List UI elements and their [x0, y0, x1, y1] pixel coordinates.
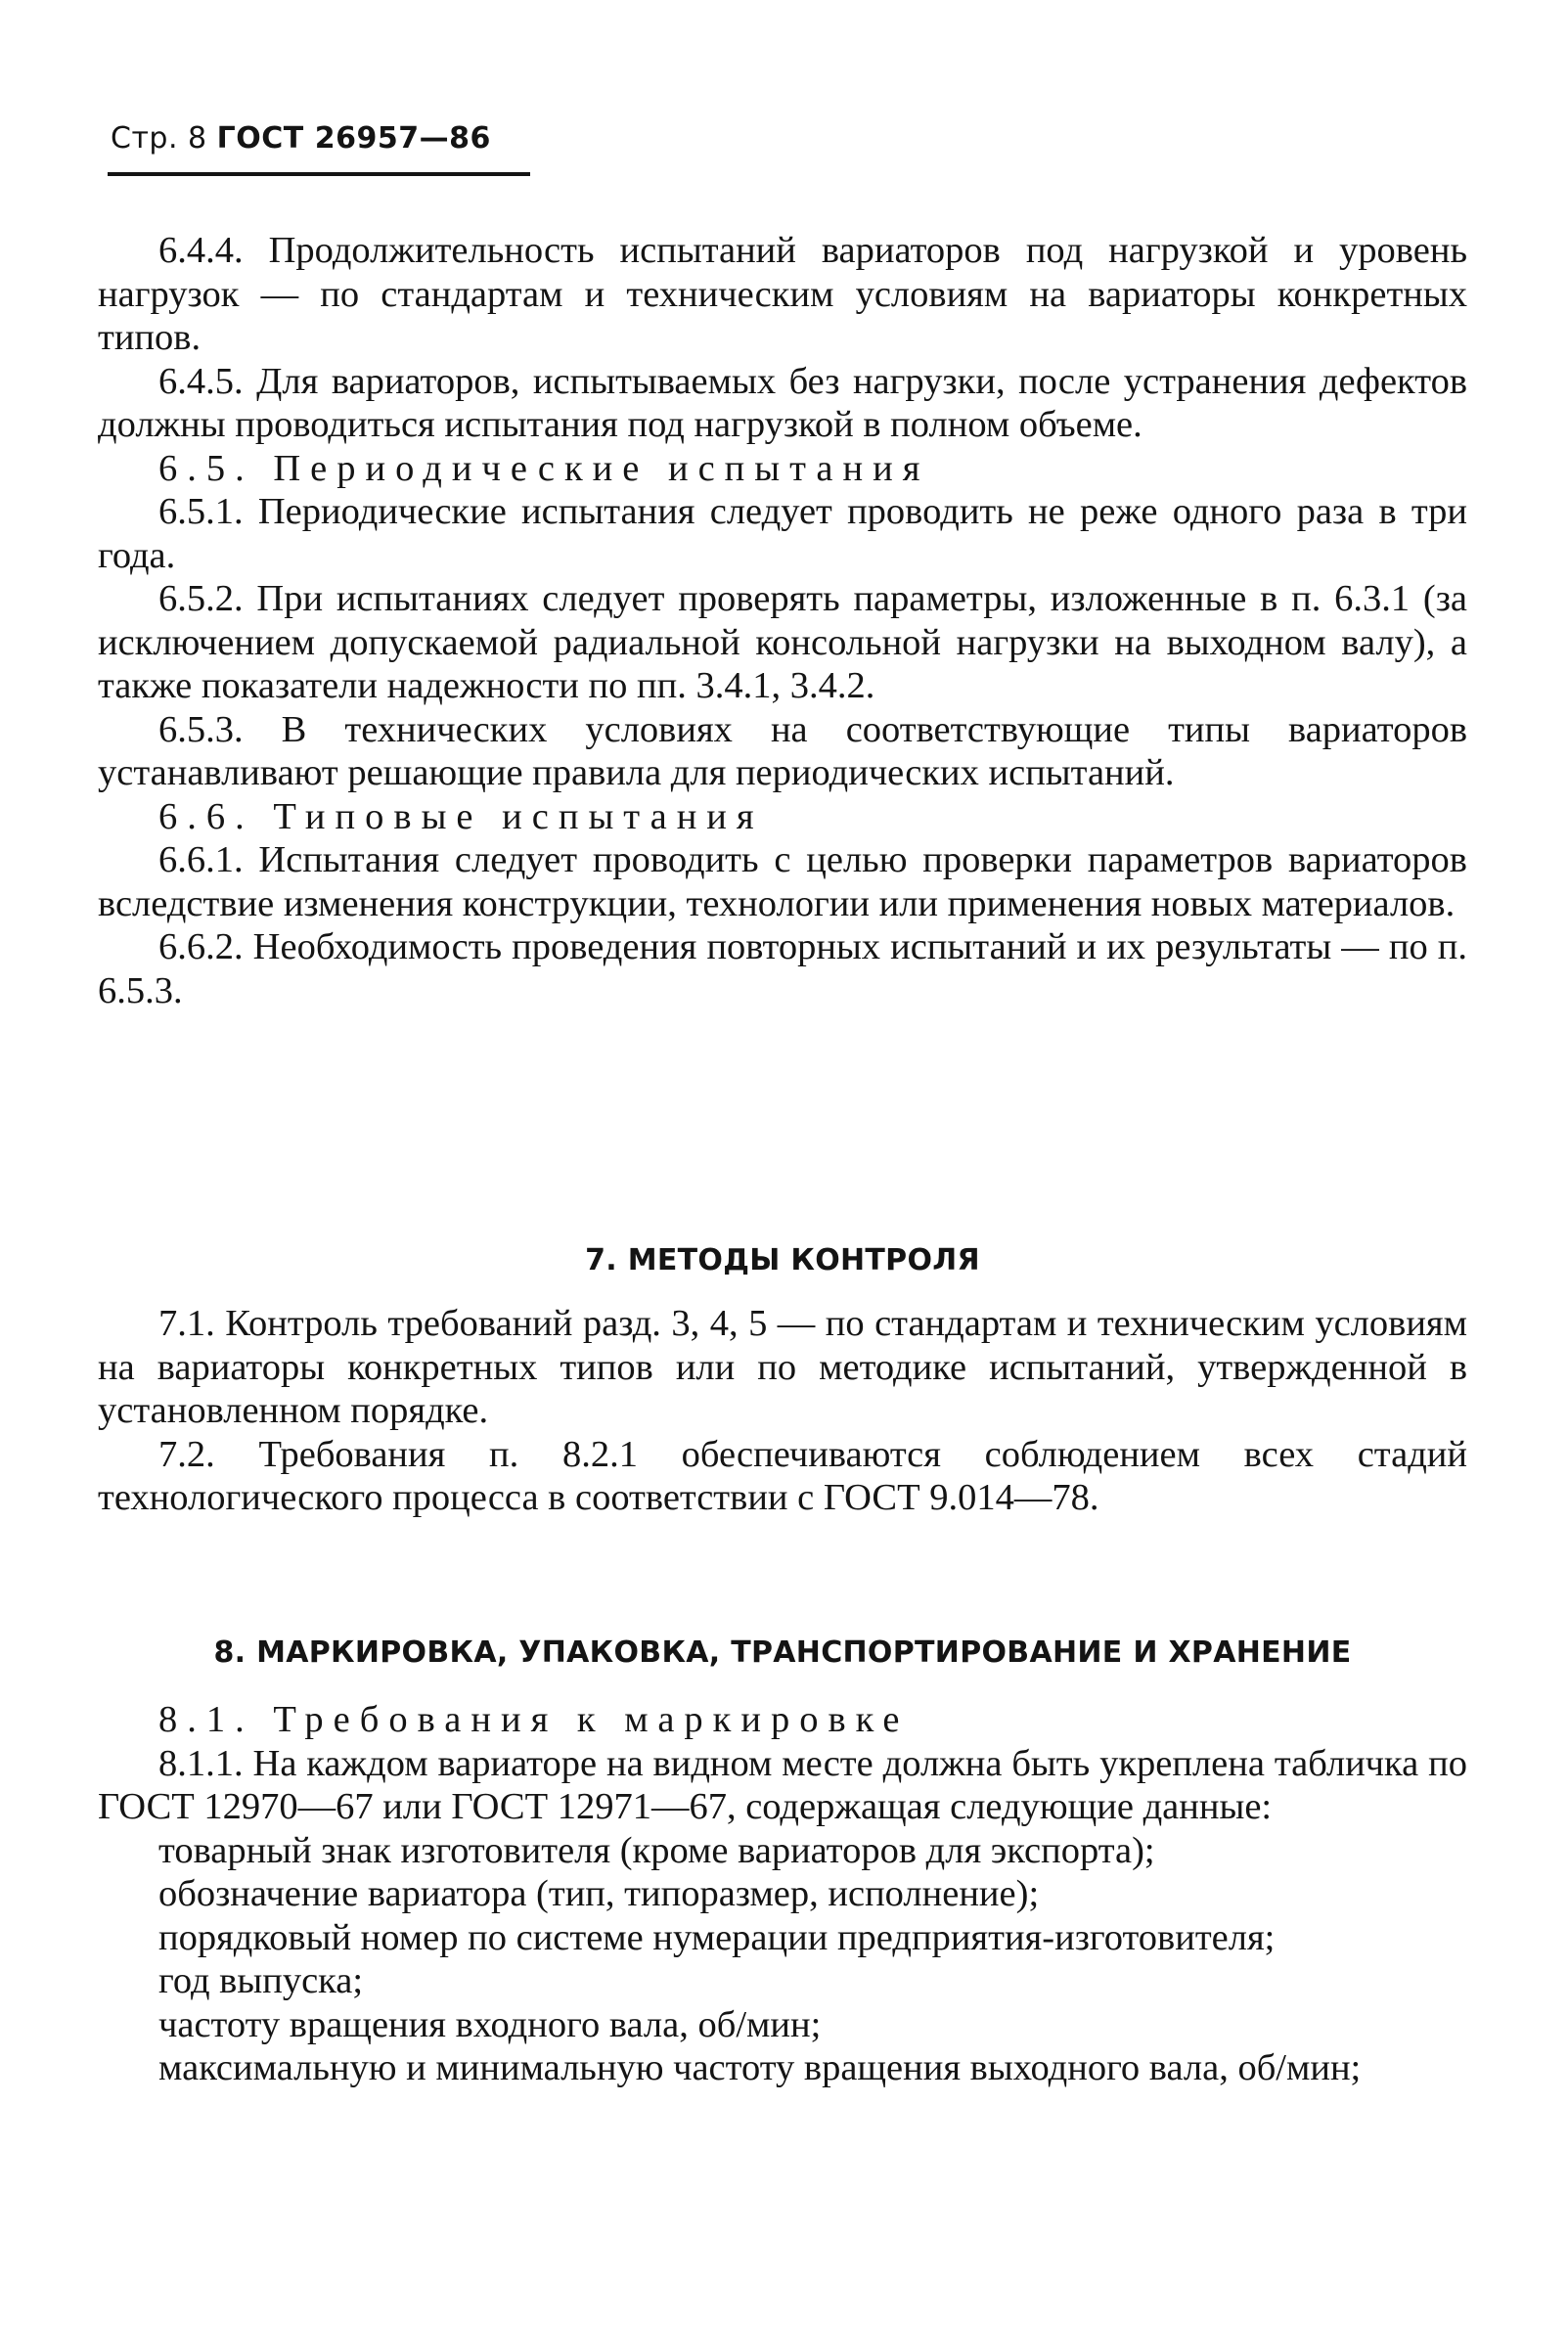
section-6-text [98, 229, 1467, 1012]
list-item-input-speed: частоту вращения входного вала, об/мин; [158, 2003, 822, 2045]
list-item-output-speed: максимальную и минимальную частоту вращения выходного вала, об/мин; [158, 2047, 1362, 2088]
paragraph-7-2: 7.2. Требования п. 8.2.1 обеспечиваются соблюдением всех стадий технологического процесса в соответствии с ГОСТ 9.014—78. [98, 1433, 1467, 1518]
subheading-6-5: 6.5. Периодические испытания [158, 447, 930, 489]
subheading-6-6: 6.6. Типовые испытания [158, 795, 764, 837]
paragraph-8-1-1: 8.1.1. На каждом вариаторе на видном месте должна быть укреплена табличка по ГОСТ 12970—67 или ГОСТ 12971—67, содержащая следующие данные: [98, 1742, 1467, 1827]
paragraph-7-1: 7.1. Контроль требований разд. 3, 4, 5 — по стандартам и техническим условиям на вариаторы конкретных типов или по методике испытаний, утвержденной в установленном порядке. [98, 1303, 1467, 1431]
list-item-year: год выпуска; [158, 1960, 364, 2001]
subheading-8-1: 8.1. Требования к маркировке [158, 1699, 910, 1740]
paragraph-6-6-1: 6.6.1. Испытания следует проводить с целью проверки параметров вариаторов вследствие изменения конструкции, технологии или применения новых материалов. [98, 839, 1467, 924]
paragraph-6-4-5: 6.4.5. Для вариаторов, испытываемых без нагрузки, после устранения дефектов должны проводиться испытания под нагрузкой в полном объеме. [98, 360, 1467, 445]
paragraph-6-6-2: 6.6.2. Необходимость проведения повторных испытаний и их результаты — по п. 6.5.3. [98, 926, 1467, 1011]
header-rule [108, 172, 530, 176]
paragraph-6-5-1: 6.5.1. Периодические испытания следует проводить не реже одного раза в три года. [98, 491, 1467, 576]
section-8-heading: 8. МАРКИРОВКА, УПАКОВКА, ТРАНСПОРТИРОВАНИЕ И ХРАНЕНИЕ [213, 1635, 1352, 1670]
section-7-heading: 7. МЕТОДЫ КОНТРОЛЯ [585, 1243, 980, 1277]
page-number: Стр. 8 [111, 121, 207, 156]
list-item-designation: обозначение вариатора (тип, типоразмер, исполнение); [158, 1873, 1040, 1914]
standard-number: ГОСТ 26957—86 [216, 121, 491, 156]
section-8-text [98, 1698, 1467, 2090]
paragraph-6-5-2: 6.5.2. При испытаниях следует проверять параметры, изложенные в п. 6.3.1 (за исключением допускаемой радиальной консольной нагрузки на выходном валу), а также показатели надежности по пп. 3.4.1, 3.4.2. [98, 578, 1467, 706]
paragraph-6-5-3: 6.5.3. В технических условиях на соответствующие типы вариаторов устанавливают решающие правила для периодических испытаний. [98, 708, 1467, 793]
list-item-serial-number: порядковый номер по системе нумерации предприятия-изготовителя; [158, 1916, 1276, 1958]
list-item-trademark: товарный знак изготовителя (кроме вариаторов для экспорта); [158, 1829, 1155, 1871]
section-7-text [98, 1302, 1467, 1520]
page-header [111, 119, 491, 158]
paragraph-6-4-4: 6.4.4. Продолжительность испытаний вариаторов под нагрузкой и уровень нагрузок — по стандартам и техническим условиям на вариаторы конкретных типов. [98, 230, 1467, 358]
